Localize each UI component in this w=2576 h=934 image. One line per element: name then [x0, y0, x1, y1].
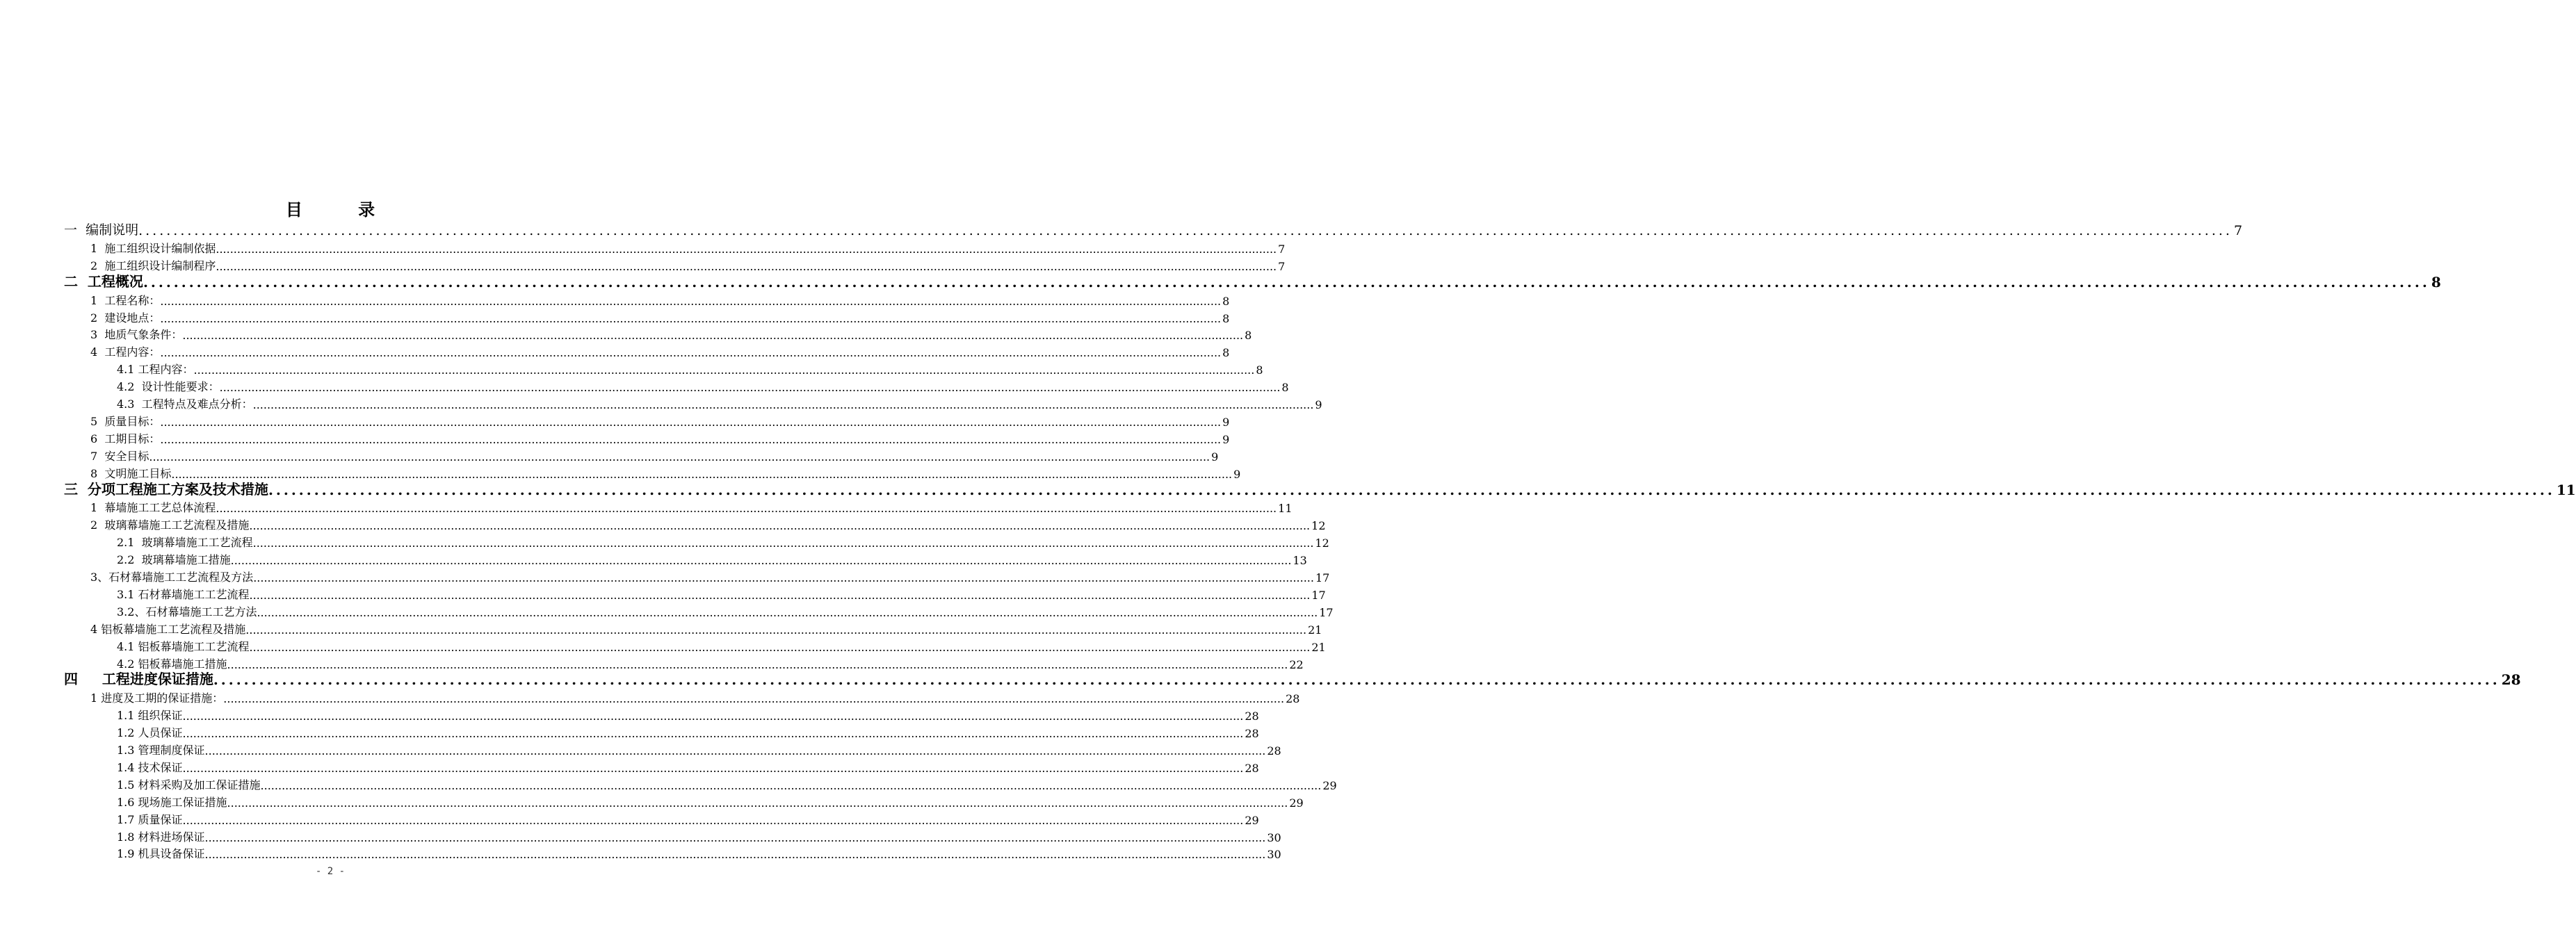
toc-dot-leader: ............................................................................................................................................................................................................................................................................................................ [219, 381, 1281, 395]
toc-entry-label: 8 文明施工目标 [90, 466, 172, 480]
toc-dot-leader: ............................................................................................................................................................................................................................................................................................................ [138, 223, 2233, 238]
toc-dot-leader: ............................................................................................................................................................................................................................................................................................................ [268, 481, 2555, 498]
toc-entry[interactable] [90, 688, 1300, 706]
toc-entry-page: 9 [1315, 398, 1322, 411]
toc-entry[interactable] [90, 411, 1230, 429]
toc-dot-leader: ............................................................................................................................................................................................................................................................................................................ [249, 640, 1311, 654]
toc-entry[interactable] [90, 567, 1330, 584]
toc-entry-page: 28 [1245, 761, 1259, 775]
toc-entry-page: 8 [1222, 346, 1230, 360]
toc-entry-page: 8 [1281, 381, 1289, 395]
toc-entry-page: 29 [1322, 778, 1337, 792]
toc-dot-leader: ............................................................................................................................................................................................................................................................................................................ [160, 415, 1222, 429]
toc-entry-page: 11 [1278, 502, 1293, 516]
toc-entry-page: 9 [1222, 432, 1230, 446]
toc-dot-leader: ............................................................................................................................................................................................................................................................................................................ [182, 727, 1244, 741]
toc-entry[interactable] [117, 844, 1281, 862]
toc-entry-label: 1 工程名称： [90, 293, 161, 307]
toc-dot-leader: ............................................................................................................................................................................................................................................................................................................ [216, 502, 1277, 516]
toc-entry-page: 21 [1308, 623, 1322, 637]
toc-dot-leader: ............................................................................................................................................................................................................................................................................................................ [160, 294, 1222, 308]
toc-dot-leader: ............................................................................................................................................................................................................................................................................................................ [260, 778, 1322, 792]
toc-entry-label: 4 铝板幕墙施工工艺流程及措施 [90, 622, 246, 636]
toc-dot-leader: ............................................................................................................................................................................................................................................................................................................ [160, 346, 1222, 360]
toc-entry-page: 12 [1311, 519, 1326, 533]
toc-entry[interactable] [117, 394, 1322, 411]
toc-entry-label: 4.1 铝板幕墙施工工艺流程 [117, 639, 250, 653]
toc-entry-label: 4.3 工程特点及难点分析： [117, 398, 253, 411]
toc-entry-label: 2.1 玻璃幕墙施工工艺流程 [117, 536, 253, 550]
toc-dot-leader: ............................................................................................................................................................................................................................................................................................................ [227, 657, 1288, 671]
toc-entry-label: 2 施工组织设计编制程序 [90, 259, 216, 272]
toc-entry-page: 29 [1245, 813, 1259, 827]
toc-entry-page: 28 [1245, 727, 1259, 741]
toc-entry-label: 1.1 组织保证 [117, 709, 183, 723]
toc-dot-leader: ............................................................................................................................................................................................................................................................................................................ [182, 329, 1244, 343]
toc-entry-page: 17 [1319, 605, 1334, 619]
toc-entry-page: 28 [1286, 692, 1300, 706]
toc-entry[interactable] [90, 290, 1230, 308]
toc-entry-label: 1.8 材料进场保证 [117, 830, 205, 844]
toc-dot-leader: ............................................................................................................................................................................................................................................................................................................ [160, 311, 1222, 325]
toc-dot-leader: ............................................................................................................................................................................................................................................................................................................ [182, 761, 1244, 775]
toc-entry-label: 3 地质气象条件： [90, 328, 183, 342]
toc-entry-label: 1.2 人员保证 [117, 726, 183, 740]
toc-entry[interactable] [64, 671, 2521, 689]
toc-dot-leader: ............................................................................................................................................................................................................................................................................................................ [182, 813, 1244, 827]
toc-entry-label: 3.2、石材幕墙施工工艺方法 [117, 605, 257, 618]
toc-entry-label: 1.7 质量保证 [117, 812, 183, 826]
toc-entry-label: 2 建设地点： [90, 311, 161, 325]
toc-entry-page: 8 [2431, 273, 2441, 290]
toc-entry[interactable] [90, 498, 1293, 516]
toc-entry-label: 4.2 铝板幕墙施工措施 [117, 657, 227, 671]
toc-dot-leader: ............................................................................................................................................................................................................................................................................................................ [182, 710, 1244, 723]
toc-entry-label: 2 玻璃幕墙施工工艺流程及措施 [90, 518, 250, 532]
toc-dot-leader: ............................................................................................................................................................................................................................................................................................................ [143, 273, 2430, 290]
toc-entry-page: 29 [1289, 796, 1304, 810]
toc-entry-page: 22 [1289, 657, 1304, 671]
toc-entry-label: 一 编制说明 [64, 222, 139, 238]
toc-entry[interactable] [90, 619, 1322, 637]
toc-entry-label: 5 质量目标： [90, 414, 161, 428]
toc-entry-label: 2.2 玻璃幕墙施工措施 [117, 553, 231, 567]
toc-entry-label: 4.2 设计性能要求： [117, 380, 220, 394]
toc-entry-page: 7 [2233, 223, 2243, 238]
toc-dot-leader: ............................................................................................................................................................................................................................................................................................................ [249, 519, 1311, 533]
toc-entry[interactable] [64, 480, 2576, 498]
toc-entry-page: 9 [1222, 415, 1230, 429]
toc-entry-page: 28 [1267, 744, 1281, 757]
toc-entry-label: 1.9 机具设备保证 [117, 847, 205, 861]
toc-entry[interactable] [90, 342, 1230, 360]
toc-entry[interactable] [117, 810, 1259, 827]
toc-entry[interactable] [90, 446, 1219, 464]
toc-entry[interactable] [90, 256, 1286, 273]
toc-dot-leader: ............................................................................................................................................................................................................................................................................................................ [257, 605, 1318, 619]
toc-entry-label: 7 安全目标 [90, 449, 149, 463]
toc-dot-leader: ............................................................................................................................................................................................................................................................................................................ [204, 848, 1266, 862]
toc-entry-page: 17 [1311, 588, 1326, 602]
toc-entry-label: 4 工程内容： [90, 345, 161, 359]
toc-entry-label: 1 幕墙施工工艺总体流程 [90, 501, 216, 515]
toc-entry-label: 三 分项工程施工方案及技术措施 [64, 480, 268, 498]
toc-entry-page: 13 [1293, 554, 1307, 568]
toc-entry[interactable] [117, 602, 1334, 619]
toc-entry[interactable] [117, 532, 1329, 550]
toc-entry-label: 二 工程概况 [64, 272, 143, 290]
toc-dot-leader: ............................................................................................................................................................................................................................................................................................................ [245, 623, 1307, 637]
toc-entry-label: 3、石材幕墙施工工艺流程及方法 [90, 571, 254, 584]
toc-dot-leader: ............................................................................................................................................................................................................................................................................................................ [227, 796, 1288, 810]
toc-entry-page: 8 [1222, 294, 1230, 308]
toc-entry-label: 4.1 工程内容： [117, 363, 194, 377]
toc-dot-leader: ............................................................................................................................................................................................................................................................................................................ [216, 259, 1277, 273]
toc-entry-page: 8 [1245, 329, 1252, 343]
toc-entry[interactable] [117, 550, 1307, 568]
toc-entry-label: 1.4 技术保证 [117, 760, 183, 774]
toc-dot-leader: ............................................................................................................................................................................................................................................................................................................ [252, 398, 1314, 411]
toc-entry[interactable] [117, 359, 1263, 377]
toc-title: 目 录 [285, 199, 400, 220]
toc-entry[interactable] [117, 827, 1281, 844]
toc-entry-label: 1 进度及工期的保证措施： [90, 691, 224, 705]
toc-entry-page: 9 [1211, 450, 1219, 464]
toc-dot-leader: ............................................................................................................................................................................................................................................................................................................ [213, 671, 2500, 689]
toc-entry-page: 7 [1278, 242, 1286, 256]
toc-dot-leader: ............................................................................................................................................................................................................................................................................................................ [204, 830, 1266, 844]
toc-dot-leader: ............................................................................................................................................................................................................................................................................................................ [253, 571, 1314, 584]
toc-entry[interactable] [117, 775, 1337, 792]
toc-entry-page: 11 [2556, 481, 2576, 498]
toc-entry[interactable] [90, 308, 1230, 325]
page-number: - 2 - [315, 866, 346, 877]
toc-dot-leader: ............................................................................................................................................................................................................................................................................................................ [249, 588, 1311, 602]
toc-entry-page: 28 [1245, 710, 1259, 723]
toc-entry-label: 6 工期目标： [90, 432, 161, 445]
toc-entry-page: 8 [1256, 363, 1263, 377]
toc-entry[interactable] [90, 325, 1252, 343]
toc-entry-page: 9 [1233, 467, 1241, 481]
toc-entry-label: 1 施工组织设计编制依据 [90, 241, 216, 255]
toc-dot-leader: ............................................................................................................................................................................................................................................................................................................ [216, 242, 1277, 256]
toc-entry-label: 3.1 石材幕墙施工工艺流程 [117, 587, 250, 601]
toc-dot-leader: ............................................................................................................................................................................................................................................................................................................ [160, 432, 1222, 446]
toc-entry-page: 30 [1267, 830, 1281, 844]
toc-dot-leader: ............................................................................................................................................................................................................................................................................................................ [223, 692, 1285, 706]
toc-dot-leader: ............................................................................................................................................................................................................................................................................................................ [149, 450, 1210, 464]
toc-entry-label: 1.5 材料采购及加工保证措施 [117, 778, 261, 792]
toc-entry-page: 8 [1222, 311, 1230, 325]
toc-dot-leader: ............................................................................................................................................................................................................................................................................................................ [204, 744, 1266, 757]
toc-entry-page: 17 [1315, 571, 1330, 584]
toc-dot-leader: ............................................................................................................................................................................................................................................................................................................ [230, 554, 1292, 568]
toc-entry[interactable] [117, 757, 1259, 775]
toc-entry-label: 四 工程进度保证措施 [64, 671, 213, 688]
toc-entry-label: 1.3 管理制度保证 [117, 744, 205, 757]
toc-entry[interactable] [64, 221, 2243, 238]
toc-entry[interactable] [117, 705, 1259, 723]
toc-entry[interactable] [117, 377, 1289, 395]
toc-entry-page: 21 [1311, 640, 1326, 654]
toc-entry-page: 30 [1267, 848, 1281, 862]
toc-dot-leader: ............................................................................................................................................................................................................................................................................................................ [193, 363, 1255, 377]
toc-entry[interactable] [117, 584, 1326, 602]
toc-dot-leader: ............................................................................................................................................................................................................................................................................................................ [252, 536, 1314, 550]
toc-entry[interactable] [90, 515, 1326, 533]
toc-entry[interactable] [117, 792, 1304, 810]
toc-entry-page: 7 [1278, 259, 1286, 273]
toc-entry-page: 28 [2501, 671, 2521, 689]
toc-entry[interactable] [117, 740, 1281, 757]
toc-entry[interactable] [117, 723, 1259, 741]
toc-entry[interactable] [90, 238, 1286, 256]
toc-entry-label: 1.6 现场施工保证措施 [117, 795, 227, 809]
toc-entry[interactable] [117, 637, 1326, 654]
toc-entry[interactable] [64, 272, 2441, 290]
toc-entry-page: 12 [1315, 536, 1329, 550]
toc-entry[interactable] [90, 429, 1230, 446]
toc-dot-leader: ............................................................................................................................................................................................................................................................................................................ [171, 467, 1233, 481]
